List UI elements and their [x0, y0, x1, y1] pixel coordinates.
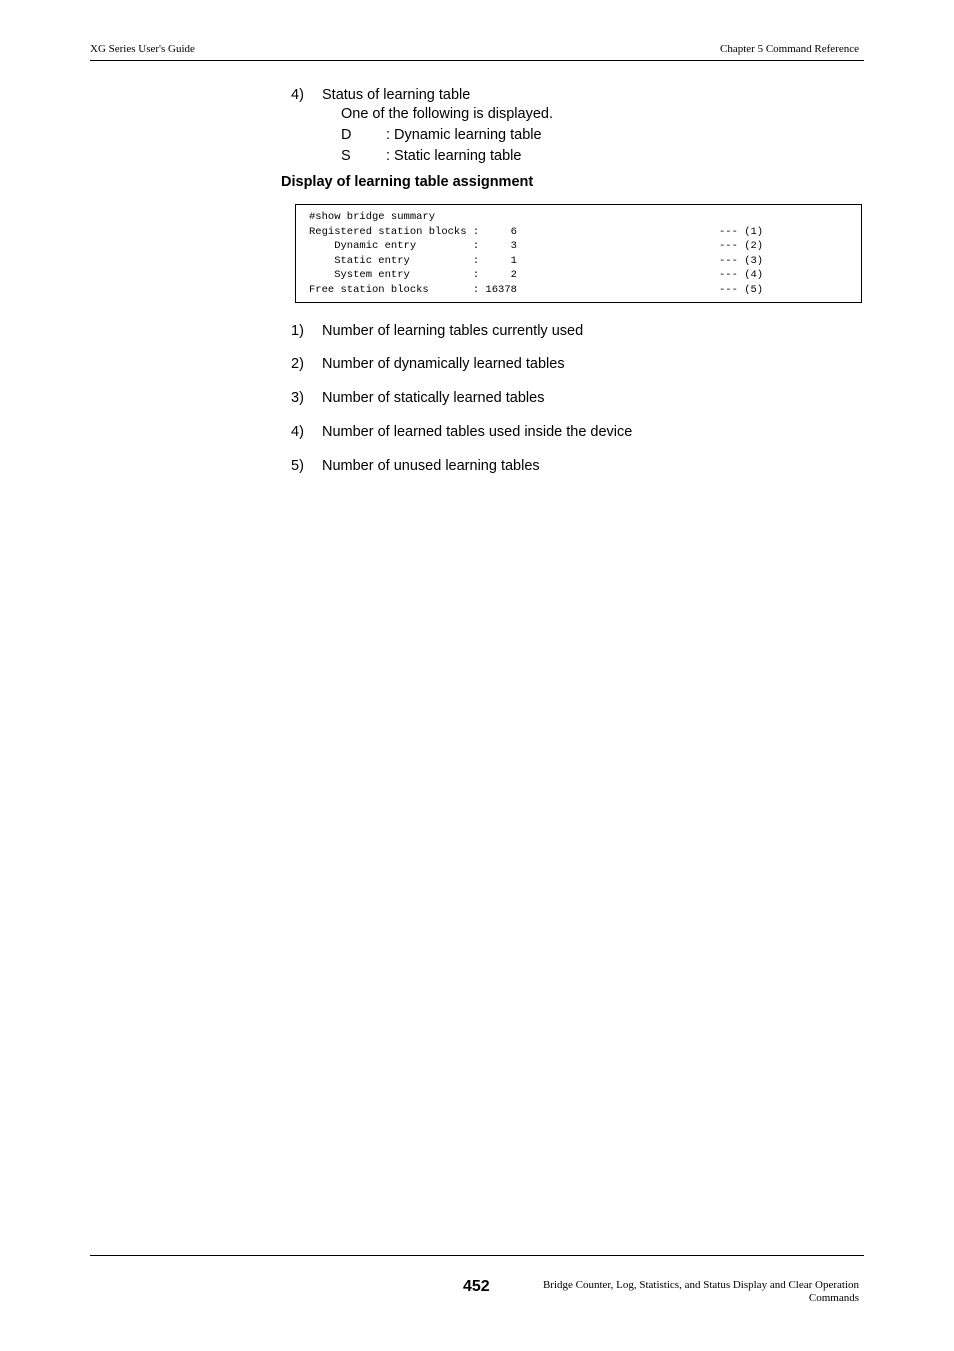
explanation-number: 2): [291, 356, 304, 372]
code-line: Registered station blocks : 6: [309, 225, 517, 238]
option-desc-dynamic: : Dynamic learning table: [386, 127, 542, 143]
code-ref: --- (3): [719, 254, 764, 267]
explanation-number: 1): [291, 323, 304, 339]
code-line: Dynamic entry : 3: [309, 240, 517, 252]
footer-section-title: [543, 1279, 859, 1305]
header-chapter-title: Chapter 5 Command Reference: [720, 43, 859, 55]
explanation-text: Number of statically learned tables: [322, 390, 545, 406]
explanation-text: Number of learned tables used inside the device: [322, 424, 633, 440]
code-line: Static entry : 1: [309, 254, 517, 267]
option-code-dynamic: D: [341, 127, 352, 143]
explanation-text: Number of learning tables currently used: [322, 323, 584, 339]
explanation-text: Number of unused learning tables: [322, 458, 540, 474]
status-item-title: Status of learning table: [322, 87, 471, 103]
section-heading: Display of learning table assignment: [281, 174, 534, 190]
code-ref: --- (2): [719, 240, 764, 252]
code-line: Free station blocks : 16378: [309, 283, 517, 296]
code-ref: --- (1): [719, 225, 764, 238]
explanation-number: 5): [291, 458, 304, 474]
footer-note-line2: Commands: [808, 1292, 859, 1304]
header-guide-title: XG Series User's Guide: [90, 43, 195, 55]
code-ref: --- (4): [719, 269, 764, 281]
explanation-number: 4): [291, 424, 304, 440]
status-item-number: 4): [291, 87, 304, 103]
code-line: #show bridge summary: [309, 211, 436, 223]
header-rule: [90, 60, 864, 61]
code-line: System entry : 2: [309, 269, 517, 281]
command-output-box: [295, 204, 862, 303]
status-item-intro: One of the following is displayed.: [341, 106, 553, 122]
code-ref: --- (5): [719, 283, 764, 296]
footer-rule: [90, 1255, 864, 1256]
footer-note-line1: Bridge Counter, Log, Statistics, and Status Display and Clear Operation: [542, 1279, 859, 1291]
option-desc-static: : Static learning table: [386, 148, 522, 164]
option-code-static: S: [341, 148, 351, 164]
page-number: 452: [463, 1278, 490, 1295]
explanation-text: Number of dynamically learned tables: [322, 356, 565, 372]
explanation-number: 3): [291, 390, 304, 406]
